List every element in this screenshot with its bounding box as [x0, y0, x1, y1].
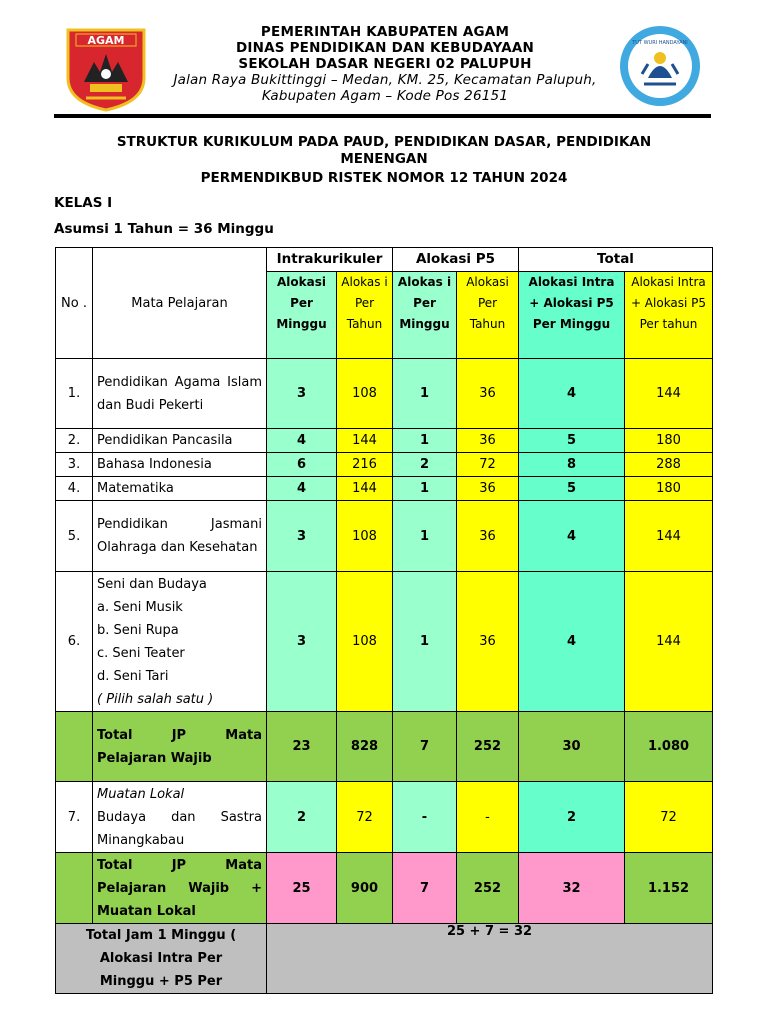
row-no: 2. [56, 429, 93, 453]
asumsi-label: Asumsi 1 Tahun = 36 Minggu [54, 221, 274, 237]
row-p5-minggu: 1 [393, 359, 457, 429]
total-wajib-p5-tahun: 252 [457, 712, 519, 782]
row-intra-tahun: 144 [337, 477, 393, 501]
row-subject: Matematika [93, 477, 267, 501]
svg-text:AGAM: AGAM [87, 34, 125, 47]
kelas-label: KELAS I [54, 195, 113, 211]
row-intra-minggu: 4 [267, 429, 337, 453]
row-p5-tahun: 36 [457, 501, 519, 572]
row-total-tahun: 144 [625, 359, 713, 429]
header-alokasi-p5: Alokasi P5 [393, 248, 519, 272]
row-p5-minggu: 1 [393, 477, 457, 501]
table-row [56, 501, 713, 572]
row-p5-minggu: 1 [393, 501, 457, 572]
doc-title-line-2: MENENGAN [340, 151, 428, 167]
table-row [56, 477, 713, 501]
row-intra-tahun: 108 [337, 359, 393, 429]
row-intra-minggu: 2 [267, 782, 337, 853]
header-address-2: Kabupaten Agam – Kode Pos 26151 [261, 88, 509, 104]
row-p5-tahun: 36 [457, 477, 519, 501]
row-total-minggu: 8 [519, 453, 625, 477]
total-all-p5-minggu: 7 [393, 853, 457, 924]
row-no-empty [56, 853, 93, 924]
tut-wuri-handayani-logo [618, 24, 702, 108]
row-no: 7. [56, 782, 93, 853]
subject-option: b. Seni Rupa [97, 622, 179, 638]
row-subject: Pendidikan Jasmani Olahraga dan Kesehatan [93, 501, 267, 572]
table-row [56, 572, 713, 712]
row-intra-minggu: 3 [267, 572, 337, 712]
agam-regency-logo [64, 26, 148, 112]
table-row [56, 359, 713, 429]
row-no: 3. [56, 453, 93, 477]
header-p5-minggu: Alokas i Per Minggu [393, 272, 457, 359]
header-no: No . [56, 248, 93, 359]
total-wajib-total-tahun: 1.080 [625, 712, 713, 782]
total-all-row [56, 853, 713, 924]
row-intra-minggu: 3 [267, 359, 337, 429]
row-total-minggu: 4 [519, 359, 625, 429]
jam-minggu-row [56, 924, 713, 994]
row-no: 1. [56, 359, 93, 429]
row-p5-tahun: 72 [457, 453, 519, 477]
row-intra-tahun: 72 [337, 782, 393, 853]
header-divider [54, 114, 711, 118]
header-address-1: Jalan Raya Bukittinggi – Medan, KM. 25, Kecamatan Palupuh, [173, 72, 597, 88]
table-row [56, 429, 713, 453]
muatan-lokal-row [56, 782, 713, 853]
row-subject: Pendidikan Pancasila [93, 429, 267, 453]
row-p5-tahun: 36 [457, 572, 519, 712]
row-total-tahun: 144 [625, 501, 713, 572]
row-intra-tahun: 144 [337, 429, 393, 453]
header-line-2: DINAS PENDIDIKAN DAN KEBUDAYAAN [235, 40, 534, 56]
header-total-tahun: Alokasi Intra + Alokasi P5 Per tahun [625, 272, 713, 359]
letterhead [0, 0, 768, 120]
subject-option: c. Seni Teater [97, 645, 185, 661]
total-wajib-intra-tahun: 828 [337, 712, 393, 782]
row-total-tahun: 180 [625, 477, 713, 501]
total-wajib-row [56, 712, 713, 782]
row-no: 6. [56, 572, 93, 712]
header-line-1: PEMERINTAH KABUPATEN AGAM [260, 24, 510, 40]
row-no-empty [56, 712, 93, 782]
total-wajib-label: Total JP Mata Pelajaran Wajib [93, 712, 267, 782]
row-total-tahun: 72 [625, 782, 713, 853]
row-total-minggu: 4 [519, 572, 625, 712]
row-total-tahun: 144 [625, 572, 713, 712]
muatan-lokal-heading: Muatan Lokal [97, 786, 185, 802]
doc-title-line-3: PERMENDIKBUD RISTEK NOMOR 12 TAHUN 2024 [200, 170, 568, 186]
row-subject: Pendidikan Agama Islam dan Budi Pekerti [93, 359, 267, 429]
table-row [56, 453, 713, 477]
header-mata-pelajaran: Mata Pelajaran [93, 248, 267, 359]
row-intra-minggu: 4 [267, 477, 337, 501]
row-p5-minggu: 2 [393, 453, 457, 477]
subject-option: a. Seni Musik [97, 599, 183, 615]
total-all-intra-tahun: 900 [337, 853, 393, 924]
muatan-lokal-cell [93, 782, 267, 853]
row-p5-minggu: 1 [393, 429, 457, 453]
header-p5-tahun: Alokasi Per Tahun [457, 272, 519, 359]
svg-text:TUT WURI HANDAYANI: TUT WURI HANDAYANI [632, 40, 688, 46]
jam-minggu-label: Total Jam 1 Minggu ( Alokasi Intra Per Minggu + P5 Per [56, 924, 267, 994]
row-p5-minggu: 1 [393, 572, 457, 712]
row-total-minggu: 5 [519, 477, 625, 501]
row-subject-seni [93, 572, 267, 712]
row-total-tahun: 288 [625, 453, 713, 477]
total-all-total-tahun: 1.152 [625, 853, 713, 924]
row-p5-tahun: 36 [457, 429, 519, 453]
header-intrakurikuler: Intrakurikuler [267, 248, 393, 272]
subject-note: ( Pilih salah satu ) [97, 691, 214, 707]
row-intra-minggu: 6 [267, 453, 337, 477]
row-total-minggu: 5 [519, 429, 625, 453]
row-total-minggu: 2 [519, 782, 625, 853]
muatan-lokal-subject: Budaya dan Sastra Minangkabau [97, 809, 262, 848]
header-line-3: SEKOLAH DASAR NEGERI 02 PALUPUH [238, 56, 532, 72]
row-intra-minggu: 3 [267, 501, 337, 572]
total-all-intra-minggu: 25 [267, 853, 337, 924]
row-total-tahun: 180 [625, 429, 713, 453]
doc-title-line-1: STRUKTUR KURIKULUM PADA PAUD, PENDIDIKAN DASAR, PENDIDIKAN [116, 134, 652, 150]
row-p5-tahun: 36 [457, 359, 519, 429]
row-no: 4. [56, 477, 93, 501]
row-intra-tahun: 108 [337, 572, 393, 712]
total-wajib-total-minggu: 30 [519, 712, 625, 782]
header-intra-minggu: Alokasi Per Minggu [267, 272, 337, 359]
header-intra-tahun: Alokas i Per Tahun [337, 272, 393, 359]
subject-option: d. Seni Tari [97, 668, 169, 684]
header-total-minggu: Alokasi Intra + Alokasi P5 Per Minggu [519, 272, 625, 359]
curriculum-table [55, 247, 713, 994]
row-p5-minggu: - [393, 782, 457, 853]
total-all-label: Total JP Mata Pelajaran Wajib + Muatan Lokal [93, 853, 267, 924]
row-intra-tahun: 108 [337, 501, 393, 572]
jam-minggu-value: 25 + 7 = 32 [267, 924, 713, 994]
row-subject: Seni dan Budaya [97, 576, 207, 592]
total-wajib-intra-minggu: 23 [267, 712, 337, 782]
total-all-p5-tahun: 252 [457, 853, 519, 924]
row-total-minggu: 4 [519, 501, 625, 572]
total-wajib-p5-minggu: 7 [393, 712, 457, 782]
row-subject: Bahasa Indonesia [93, 453, 267, 477]
total-all-total-minggu: 32 [519, 853, 625, 924]
row-no: 5. [56, 501, 93, 572]
row-p5-tahun: - [457, 782, 519, 853]
header-total: Total [519, 248, 713, 272]
row-intra-tahun: 216 [337, 453, 393, 477]
